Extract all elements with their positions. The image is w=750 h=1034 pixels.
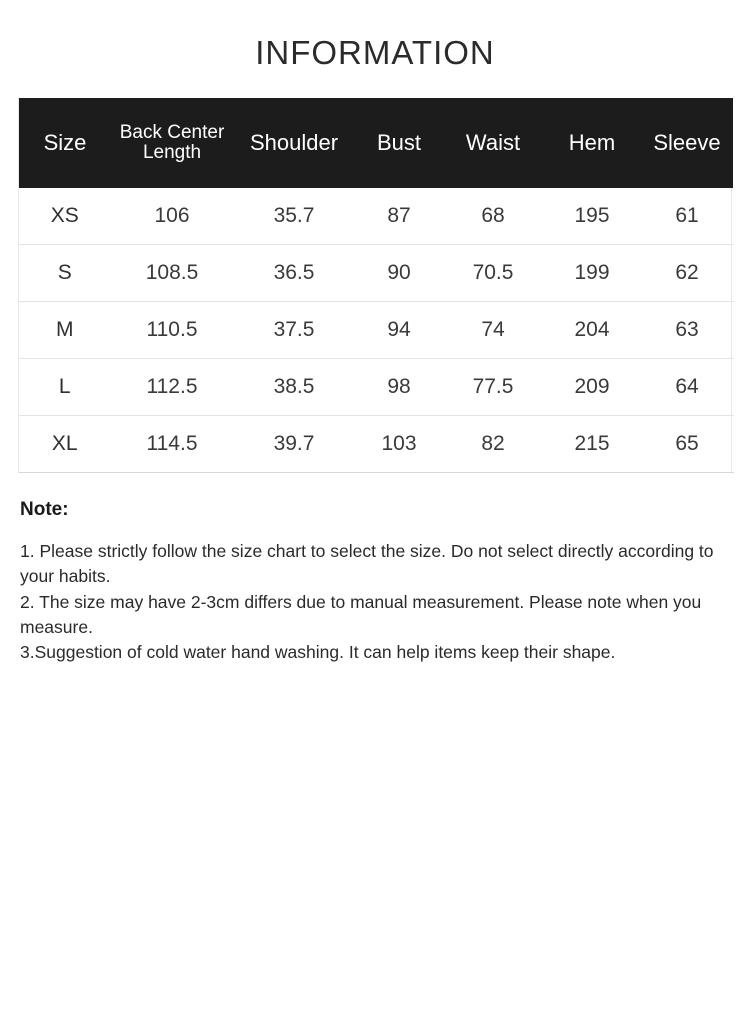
cell-sleeve: 61 <box>641 188 733 245</box>
column-header-bust <box>355 98 443 188</box>
cell-size: XL <box>19 416 111 473</box>
cell-bust: 87 <box>355 188 443 245</box>
column-header-size <box>19 98 111 188</box>
note-heading: Note: <box>20 499 69 520</box>
cell-hem: 199 <box>543 245 641 302</box>
cell-hem: 209 <box>543 359 641 416</box>
column-header-label: Bust <box>376 130 422 156</box>
cell-sleeve: 63 <box>641 302 733 359</box>
cell-back-center-length: 108.5 <box>111 245 233 302</box>
cell-waist: 82 <box>443 416 543 473</box>
table-header-row <box>19 98 733 188</box>
cell-hem: 204 <box>543 302 641 359</box>
cell-shoulder: 36.5 <box>233 245 355 302</box>
table-body <box>19 188 733 473</box>
column-header-label: Size <box>43 130 87 156</box>
table-header <box>19 98 733 188</box>
cell-back-center-length: 114.5 <box>111 416 233 473</box>
cell-sleeve: 62 <box>641 245 733 302</box>
table-row <box>19 188 733 245</box>
note-list <box>20 539 732 665</box>
cell-size: M <box>19 302 111 359</box>
cell-waist: 77.5 <box>443 359 543 416</box>
cell-size: XS <box>19 188 111 245</box>
size-chart-container <box>18 98 732 473</box>
cell-shoulder: 38.5 <box>233 359 355 416</box>
column-header-sleeve <box>641 98 733 188</box>
column-header-label: Shoulder <box>249 130 339 156</box>
column-header-hem <box>543 98 641 188</box>
column-header-back-center-length <box>111 98 233 188</box>
cell-shoulder: 39.7 <box>233 416 355 473</box>
column-header-label: Waist <box>465 130 521 156</box>
cell-bust: 94 <box>355 302 443 359</box>
column-header-waist <box>443 98 543 188</box>
column-header-shoulder <box>233 98 355 188</box>
cell-waist: 74 <box>443 302 543 359</box>
column-header-label: Back Center <box>119 122 225 144</box>
cell-size: S <box>19 245 111 302</box>
cell-bust: 103 <box>355 416 443 473</box>
note-item: 3.Suggestion of cold water hand washing. It can help items keep their shape. <box>20 642 616 663</box>
table-row <box>19 359 733 416</box>
table-row <box>19 416 733 473</box>
column-header-label: Sleeve <box>653 130 721 156</box>
cell-shoulder: 35.7 <box>233 188 355 245</box>
table-row <box>19 302 733 359</box>
cell-back-center-length: 106 <box>111 188 233 245</box>
cell-waist: 68 <box>443 188 543 245</box>
page-title: INFORMATION <box>255 34 495 71</box>
cell-hem: 195 <box>543 188 641 245</box>
cell-size: L <box>19 359 111 416</box>
note-item: 1. Please strictly follow the size chart to select the size. Do not select directly according to your habits. <box>20 541 714 586</box>
column-header-sublabel: Length <box>142 142 202 163</box>
cell-bust: 98 <box>355 359 443 416</box>
cell-sleeve: 65 <box>641 416 733 473</box>
size-information-page <box>0 34 750 1034</box>
cell-hem: 215 <box>543 416 641 473</box>
cell-shoulder: 37.5 <box>233 302 355 359</box>
cell-back-center-length: 110.5 <box>111 302 233 359</box>
cell-waist: 70.5 <box>443 245 543 302</box>
note-item: 2. The size may have 2-3cm differs due to manual measurement. Please note when you measure. <box>20 591 702 637</box>
cell-sleeve: 64 <box>641 359 733 416</box>
cell-back-center-length: 112.5 <box>111 359 233 416</box>
size-chart-table <box>19 98 734 473</box>
column-header-label: Hem <box>568 130 616 156</box>
cell-bust: 90 <box>355 245 443 302</box>
table-row <box>19 245 733 302</box>
